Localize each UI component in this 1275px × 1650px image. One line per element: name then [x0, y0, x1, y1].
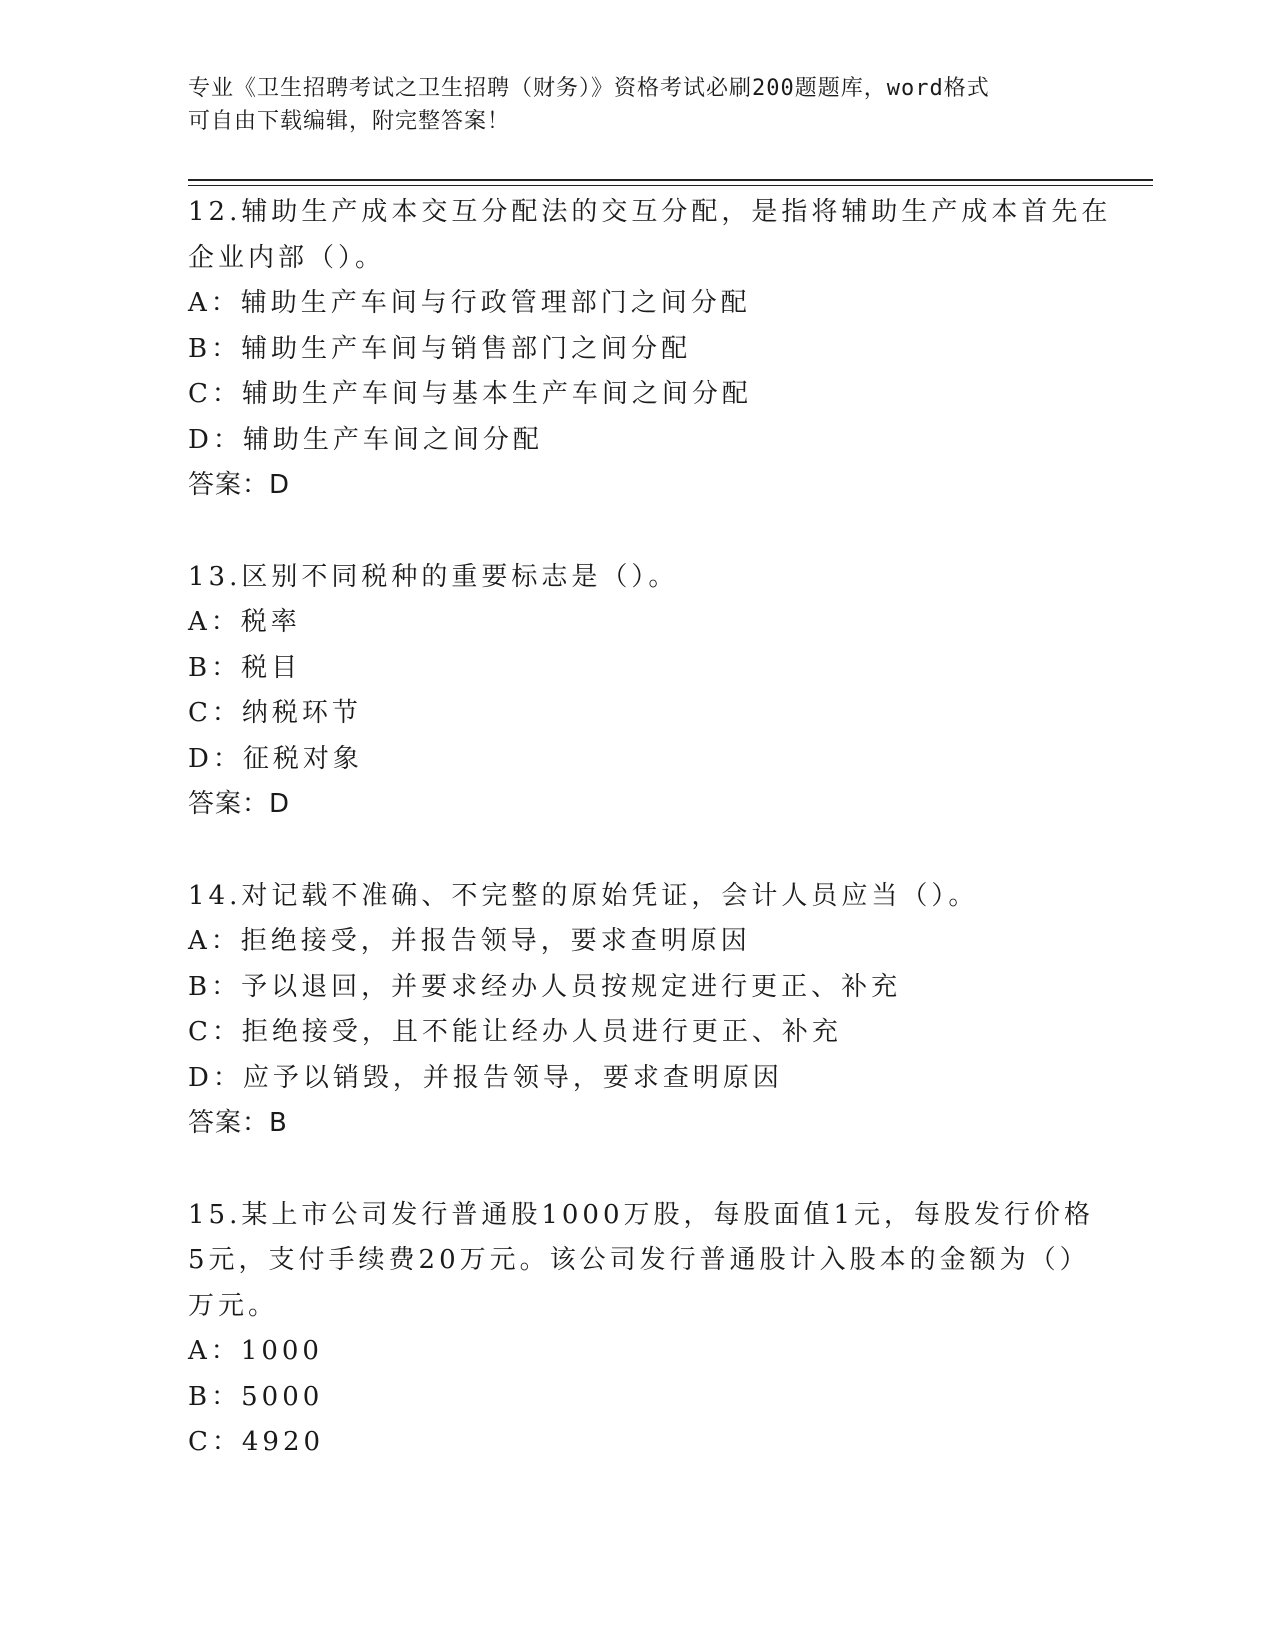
- answer-line: 答案：D: [188, 470, 291, 500]
- document-header: [188, 72, 1068, 138]
- header-divider-thin: [188, 185, 1153, 186]
- question-list: [188, 190, 1112, 1512]
- option-c: C：辅助生产车间与基本生产车间之间分配: [188, 379, 752, 409]
- option-a: A：辅助生产车间与行政管理部门之间分配: [188, 288, 751, 318]
- option-a: A：1000: [188, 1336, 323, 1366]
- question-stem: 万元。: [188, 1290, 279, 1321]
- option-b: B：辅助生产车间与销售部门之间分配: [188, 333, 692, 364]
- question-stem: 13.区别不同税种的重要标志是（）。: [188, 561, 679, 592]
- question-stem: 企业内部（）。: [188, 242, 386, 273]
- header-divider-thick: [188, 179, 1153, 181]
- question-stem: 5元，支付手续费20万元。该公司发行普通股计入股本的金额为（）: [188, 1245, 1090, 1275]
- header-line-1: 专业《卫生招聘考试之卫生招聘（财务）》资格考试必刷200题题库，word格式: [188, 76, 990, 101]
- question-stem: 14.对记载不准确、不完整的原始凭证，会计人员应当（）。: [188, 880, 979, 911]
- option-d: D：应予以销毁，并报告领导，要求查明原因: [188, 1062, 783, 1093]
- option-b: B：予以退回，并要求经办人员按规定进行更正、补充: [188, 971, 902, 1002]
- option-c: C：拒绝接受，且不能让经办人员进行更正、补充: [188, 1017, 842, 1047]
- question-13: [188, 555, 1088, 828]
- option-b: B：税目: [188, 652, 302, 683]
- option-a: A：拒绝接受，并报告领导，要求查明原因: [188, 926, 751, 956]
- question-14: [188, 874, 1088, 1147]
- question-12: [188, 190, 1112, 509]
- question-15: [188, 1193, 1095, 1466]
- option-c: C：纳税环节: [188, 698, 362, 728]
- option-b: B：5000: [188, 1381, 324, 1412]
- option-d: D：辅助生产车间之间分配: [188, 424, 543, 455]
- option-d: D：征税对象: [188, 743, 363, 774]
- question-stem: 12.辅助生产成本交互分配法的交互分配，是指将辅助生产成本首先在: [188, 197, 1112, 227]
- header-line-2: 可自由下载编辑，附完整答案！: [188, 109, 511, 134]
- answer-line: 答案：D: [188, 789, 291, 819]
- question-stem: 15.某上市公司发行普通股1000万股，每股面值1元，每股发行价格: [188, 1199, 1095, 1230]
- answer-line: 答案：B: [188, 1108, 288, 1138]
- option-a: A：税率: [188, 607, 301, 637]
- option-c: C：4920: [188, 1427, 325, 1457]
